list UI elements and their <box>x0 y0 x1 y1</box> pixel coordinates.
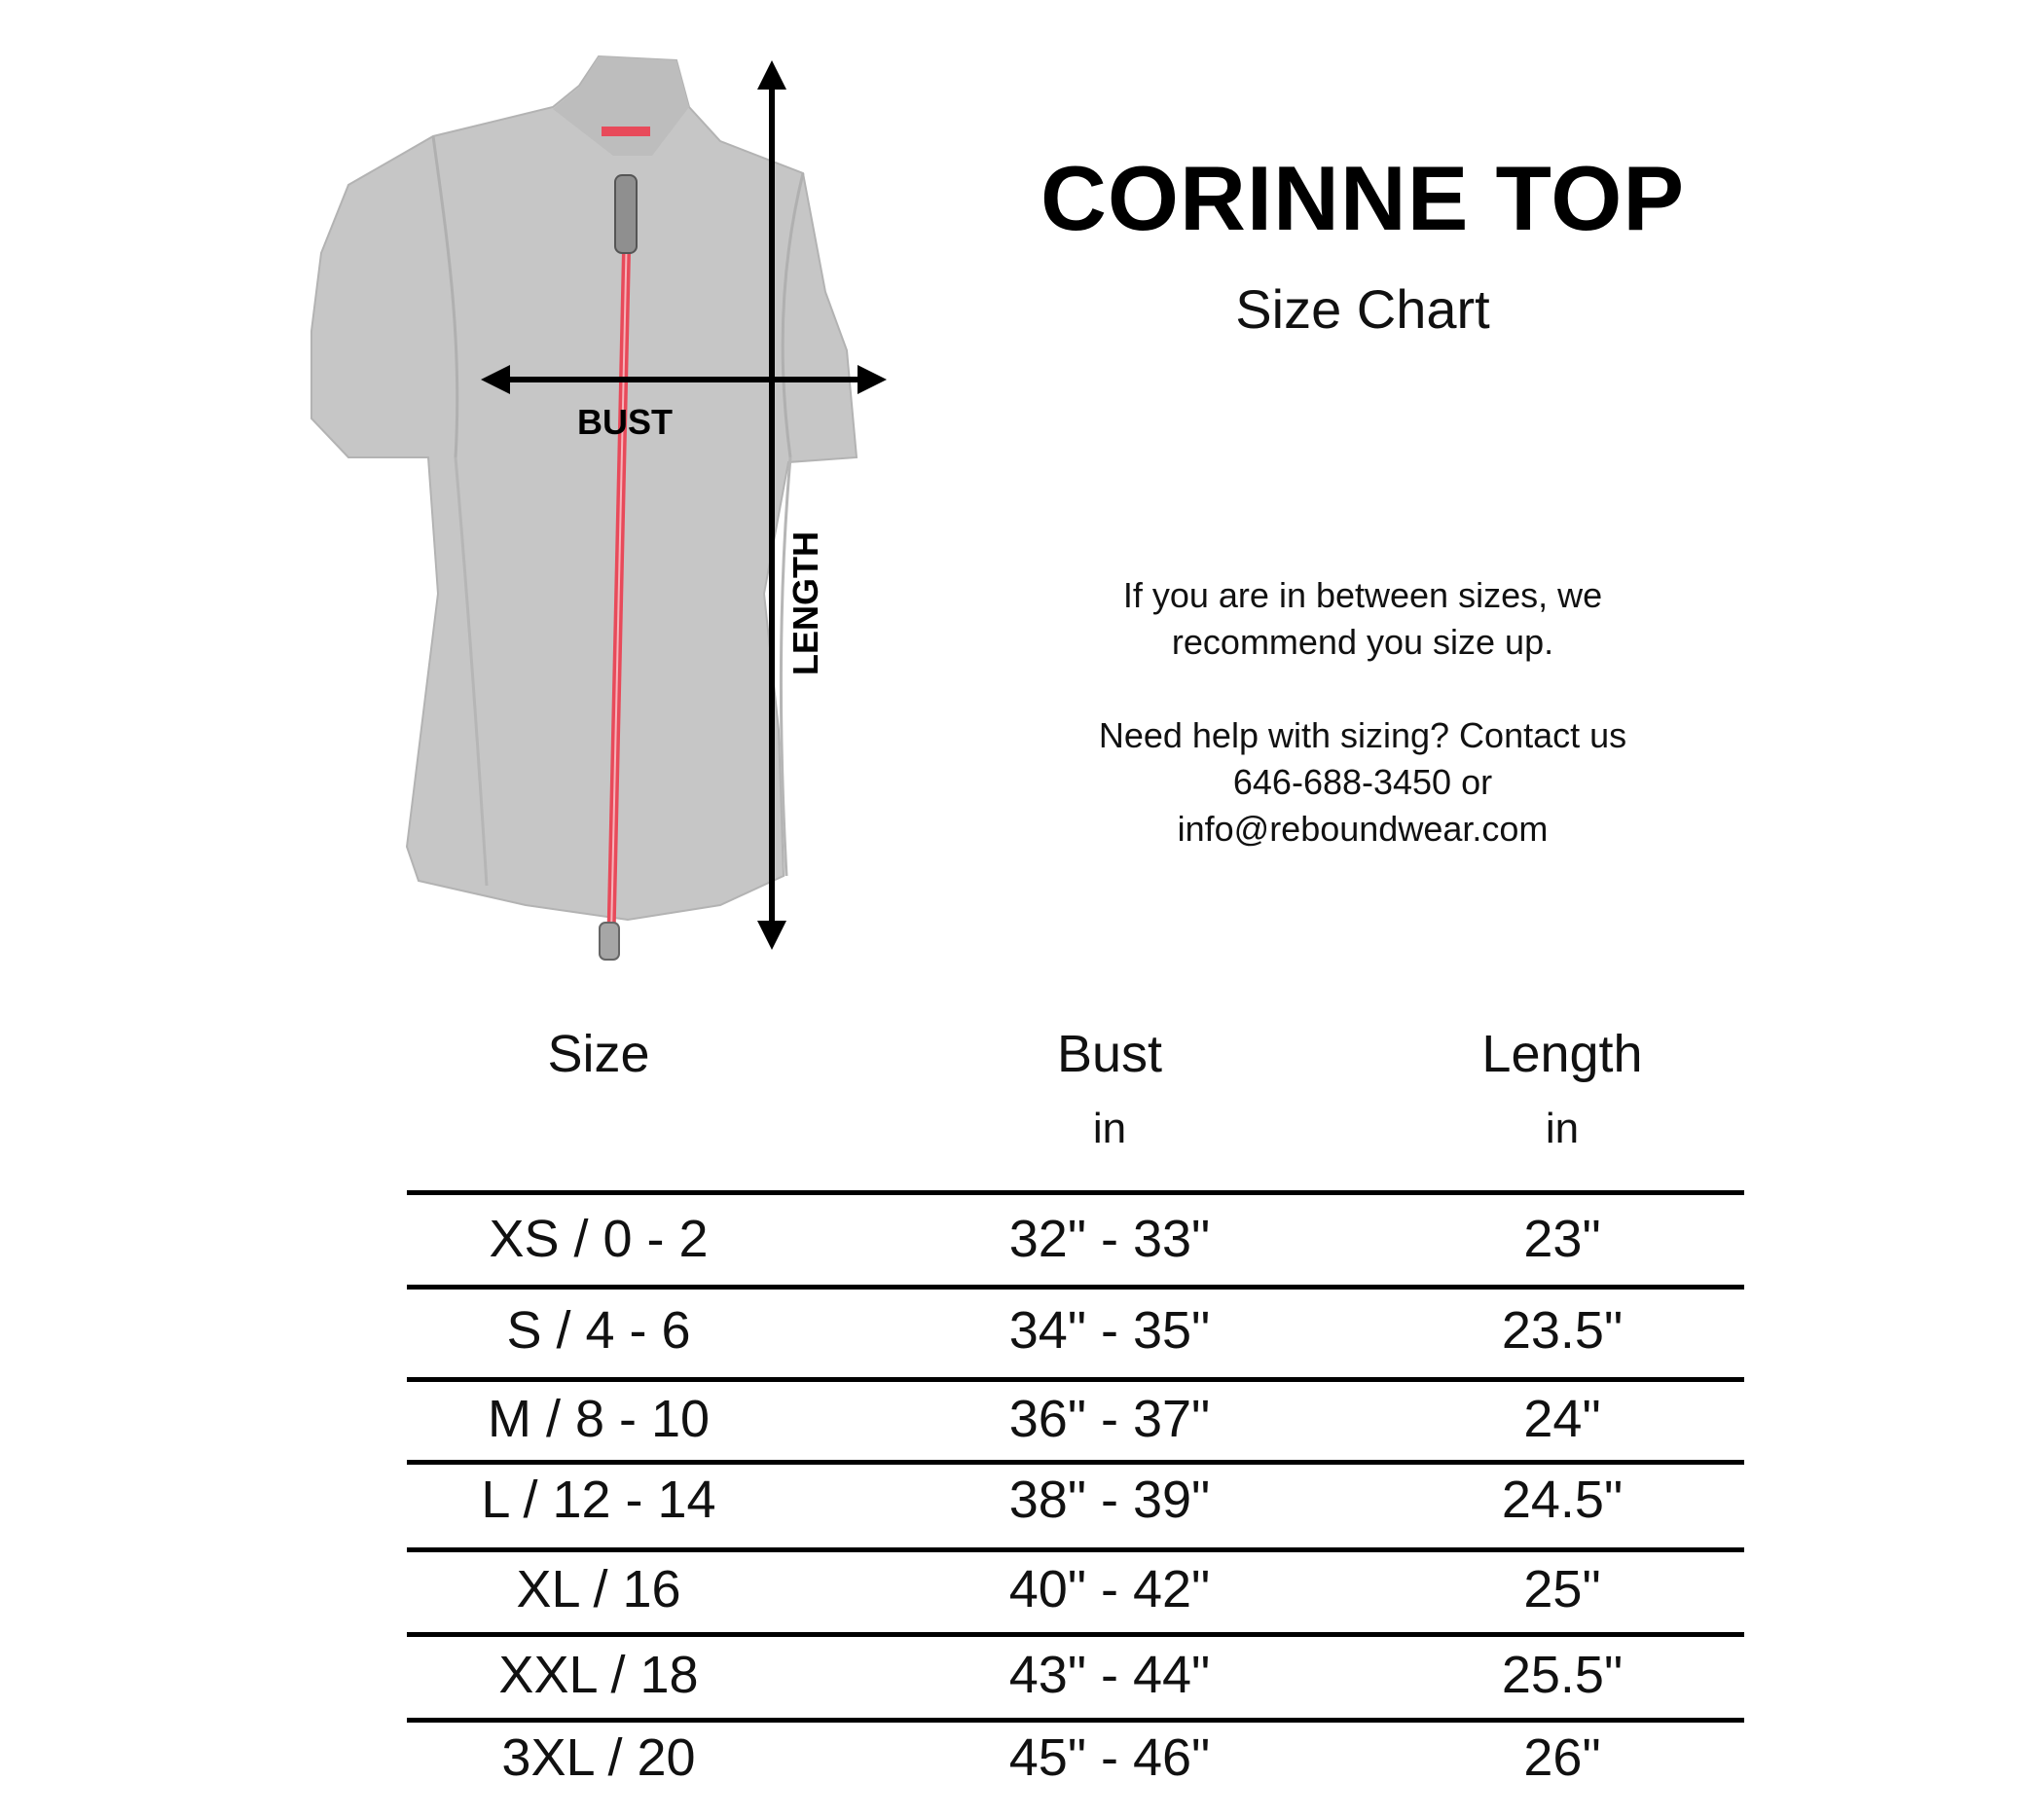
bust-label: BUST <box>577 402 673 442</box>
zipper-pull-bottom <box>600 923 619 960</box>
length-cell: 24.5" <box>1501 1471 1624 1529</box>
contact-email: info@reboundwear.com <box>1177 809 1549 849</box>
size-cell: M / 8 - 10 <box>487 1390 711 1448</box>
column-unit-bust: in <box>1092 1105 1127 1152</box>
zipper-pull-top <box>615 175 637 253</box>
table-rule <box>407 1460 1744 1465</box>
column-header-bust: Bust <box>1056 1025 1163 1083</box>
bust-cell: 36" - 37" <box>1008 1390 1211 1448</box>
size-cell: S / 4 - 6 <box>506 1301 691 1360</box>
garment-diagram <box>292 49 1071 963</box>
column-header-size: Size <box>547 1025 650 1083</box>
table-rule <box>407 1377 1744 1382</box>
length-cell: 23" <box>1523 1210 1601 1268</box>
table-rule <box>407 1632 1744 1637</box>
bust-cell: 34" - 35" <box>1008 1301 1211 1360</box>
sizing-advice-line-2: recommend you size up. <box>1171 622 1554 662</box>
size-cell: XL / 16 <box>516 1560 681 1618</box>
bust-cell: 32" - 33" <box>1008 1210 1211 1268</box>
bust-cell: 38" - 39" <box>1008 1471 1211 1529</box>
bust-cell: 45" - 46" <box>1008 1728 1211 1787</box>
length-cell: 26" <box>1523 1728 1601 1787</box>
table-rule <box>407 1547 1744 1552</box>
table-rule <box>407 1718 1744 1723</box>
size-cell: XS / 0 - 2 <box>489 1210 709 1268</box>
length-cell: 25.5" <box>1501 1646 1624 1704</box>
page-subtitle: Size Chart <box>1235 278 1490 340</box>
sizing-advice-line-1: If you are in between sizes, we <box>1122 575 1603 615</box>
column-unit-length: in <box>1545 1105 1580 1152</box>
size-cell: 3XL / 20 <box>501 1728 696 1787</box>
bust-cell: 43" - 44" <box>1008 1646 1211 1704</box>
table-rule <box>407 1190 1744 1195</box>
size-cell: XXL / 18 <box>498 1646 699 1704</box>
length-cell: 23.5" <box>1501 1301 1624 1360</box>
contact-line-1: Need help with sizing? Contact us <box>1098 715 1627 755</box>
table-rule <box>407 1285 1744 1290</box>
column-header-length: Length <box>1481 1025 1643 1083</box>
bust-cell: 40" - 42" <box>1008 1560 1211 1618</box>
length-label: LENGTH <box>785 531 825 675</box>
length-cell: 25" <box>1523 1560 1601 1618</box>
sizing-advice <box>973 572 1752 666</box>
length-cell: 24" <box>1523 1390 1601 1448</box>
contact-phone: 646-688-3450 or <box>1232 762 1493 802</box>
contact-info <box>973 712 1752 853</box>
page-title: CORINNE TOP <box>1040 147 1686 249</box>
size-cell: L / 12 - 14 <box>481 1471 716 1529</box>
